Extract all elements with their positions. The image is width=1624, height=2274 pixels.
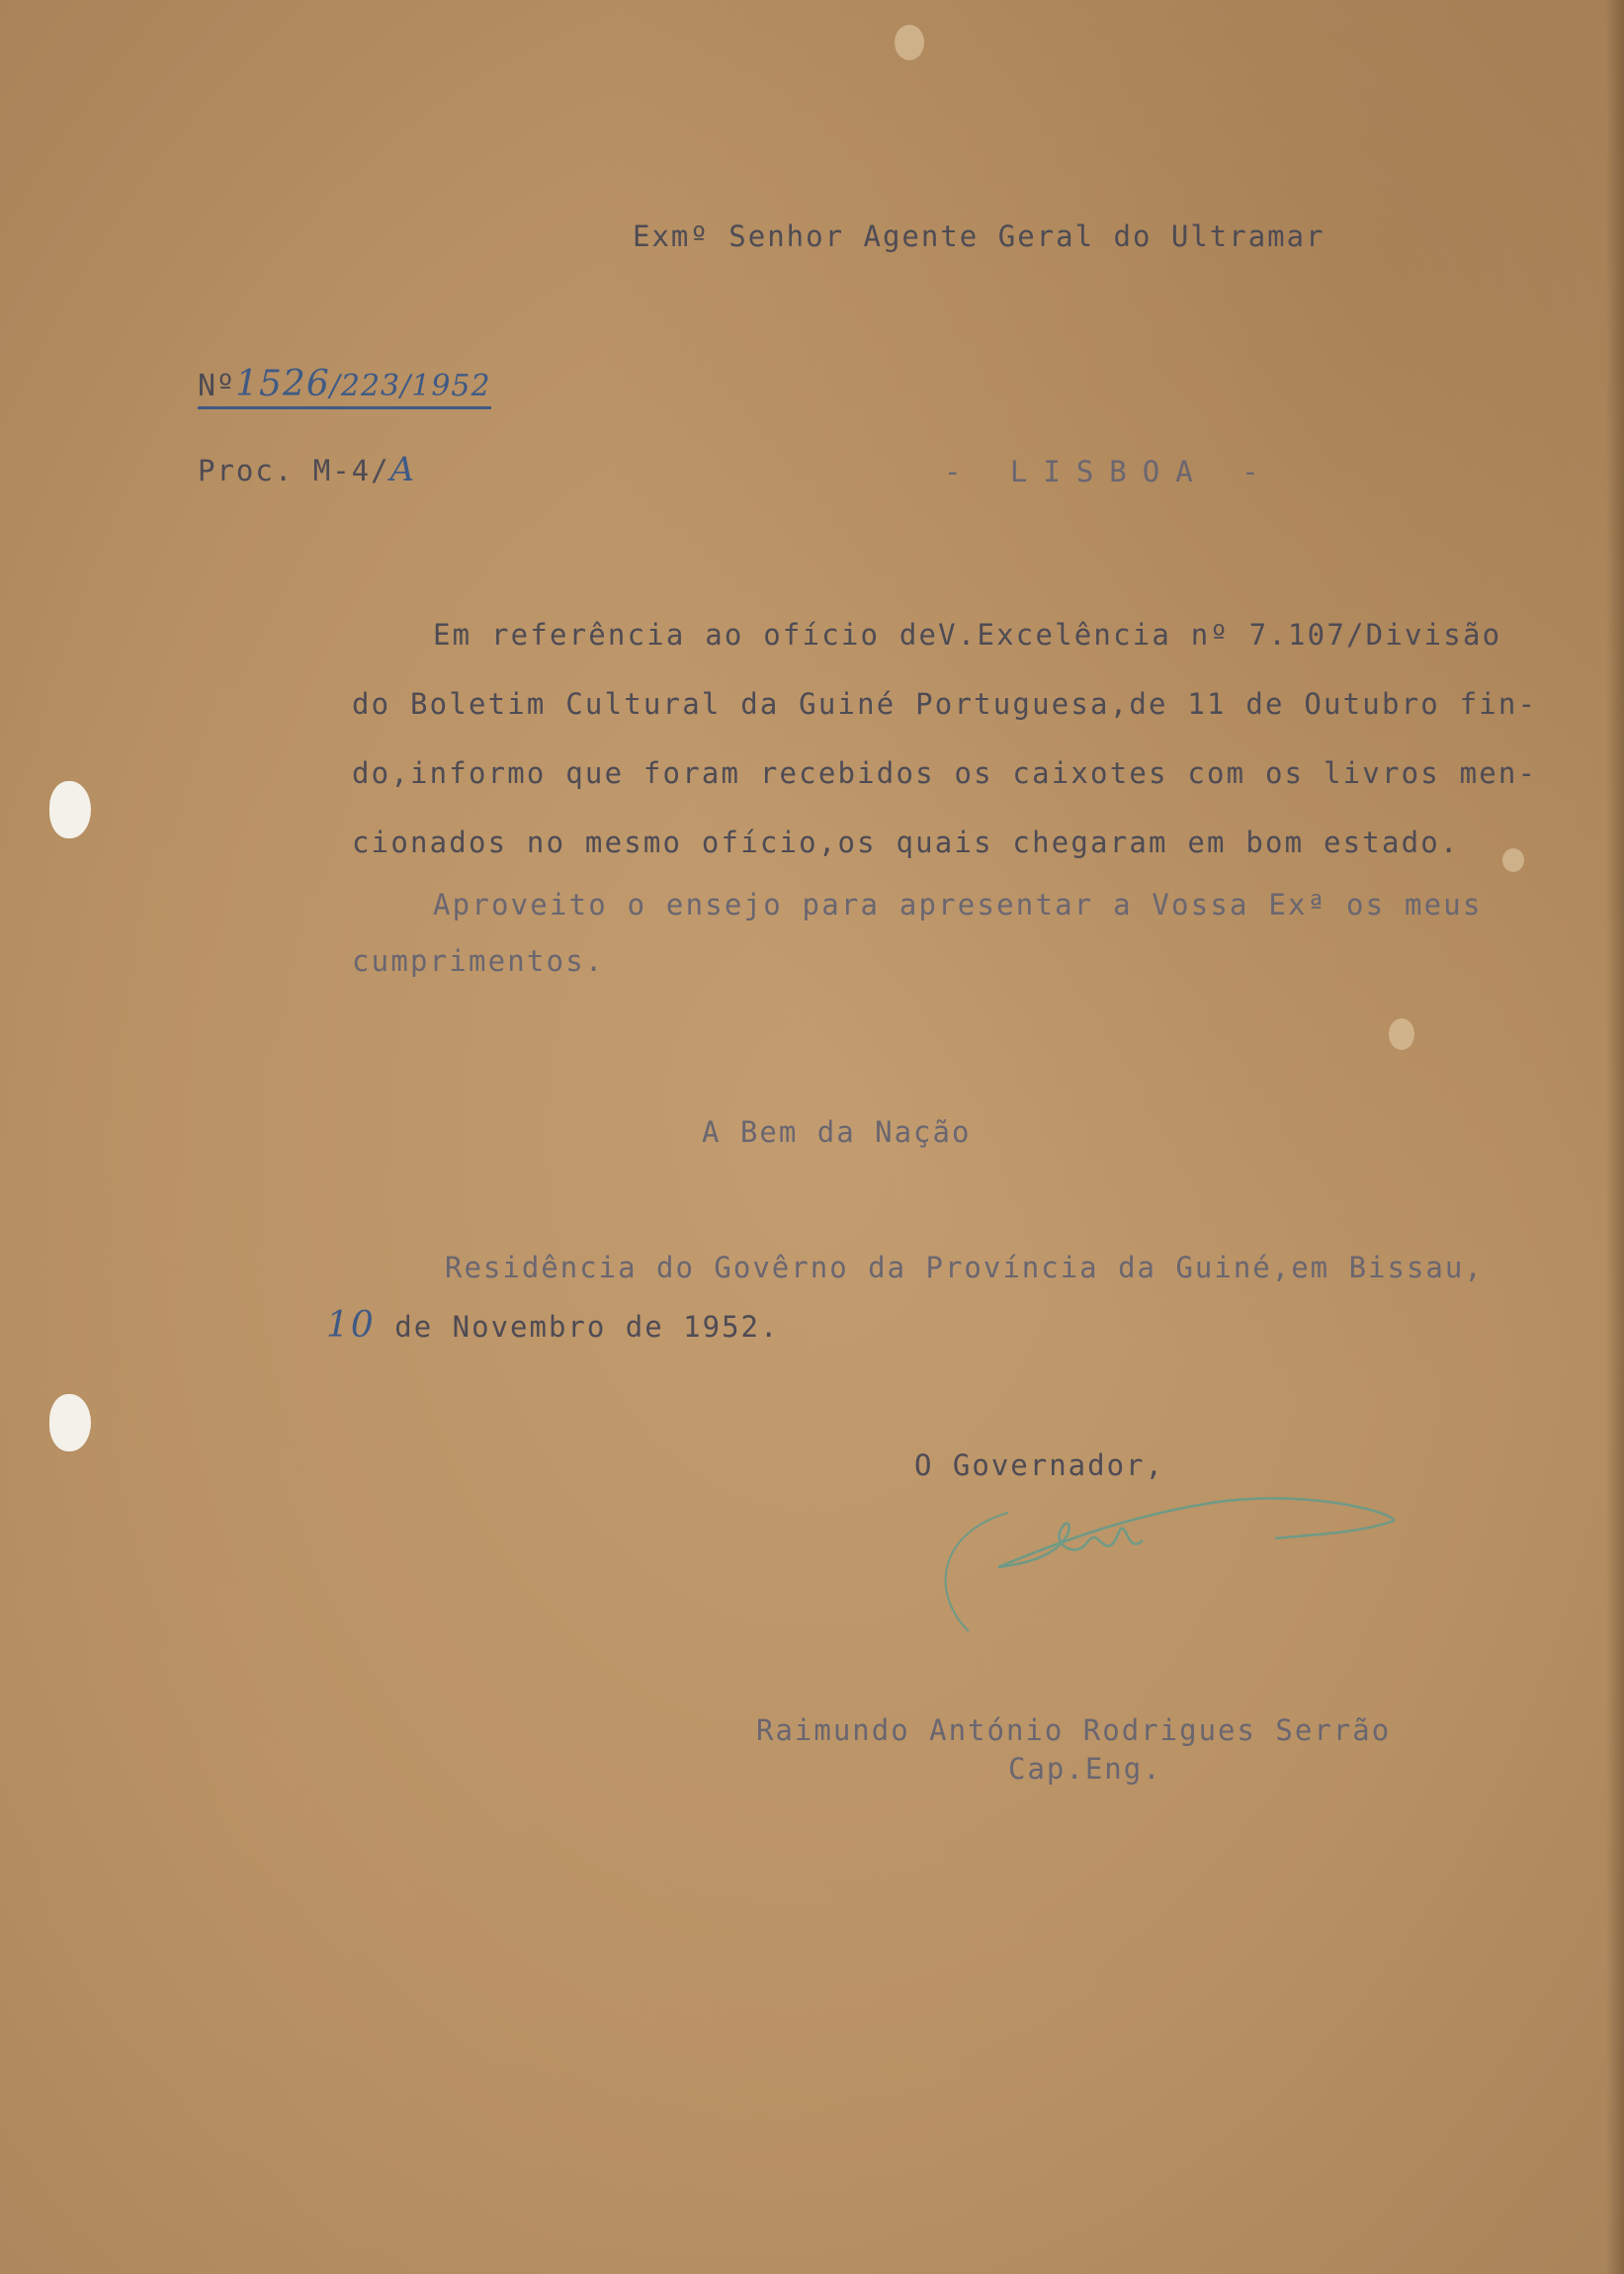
punch-hole-top [49,781,91,838]
body-line: cionados no mesmo ofício,os quais chegaram em bom estado. [352,826,1460,859]
paper-stain [895,25,924,60]
paper-stain [1502,848,1524,872]
process-reference [198,450,416,489]
handwritten-signature [899,1473,1413,1651]
process-handwritten-letter: A [389,450,417,489]
body-line: Em referência ao ofício deV.Excelência nº 7.107/Divisão [433,618,1502,652]
punch-hole-bottom [49,1394,91,1451]
body-line: Aproveito o ensejo para apresentar a Vossa Exª os meus [433,888,1483,921]
reference-suffix: /223/1952 [329,369,491,403]
signer-title: O Governador, [914,1448,1164,1482]
addressee-line: Exmº Senhor Agente Geral do Ultramar [633,219,1325,253]
signer-rank: Cap.Eng. [1008,1752,1162,1786]
closing-salutation: A Bem da Nação [702,1115,972,1149]
date-line [326,1305,779,1346]
date-rest: de Novembro de 1952. [375,1310,780,1344]
reference-prefix: Nº [198,369,236,403]
page-edge-shadow [1606,0,1624,2274]
signer-name: Raimundo António Rodrigues Serrão [756,1713,1392,1747]
body-line: do,informo que foram recebidos os caixotes com os livros men- [352,756,1538,790]
place-line: Residência do Govêrno da Província da Guiné,em Bissau, [445,1251,1484,1284]
reference-number-handwritten: 1526 [235,364,330,404]
reference-number [198,364,491,409]
paper-stain [1389,1018,1414,1050]
body-line: cumprimentos. [352,944,605,978]
body-line: do Boletim Cultural da Guiné Portuguesa,de 11 de Outubro fin- [352,687,1538,721]
date-day-handwritten: 10 [326,1305,376,1346]
process-label: Proc. M-4/ [198,454,390,487]
destination-city: - LISBOA - [944,455,1275,488]
